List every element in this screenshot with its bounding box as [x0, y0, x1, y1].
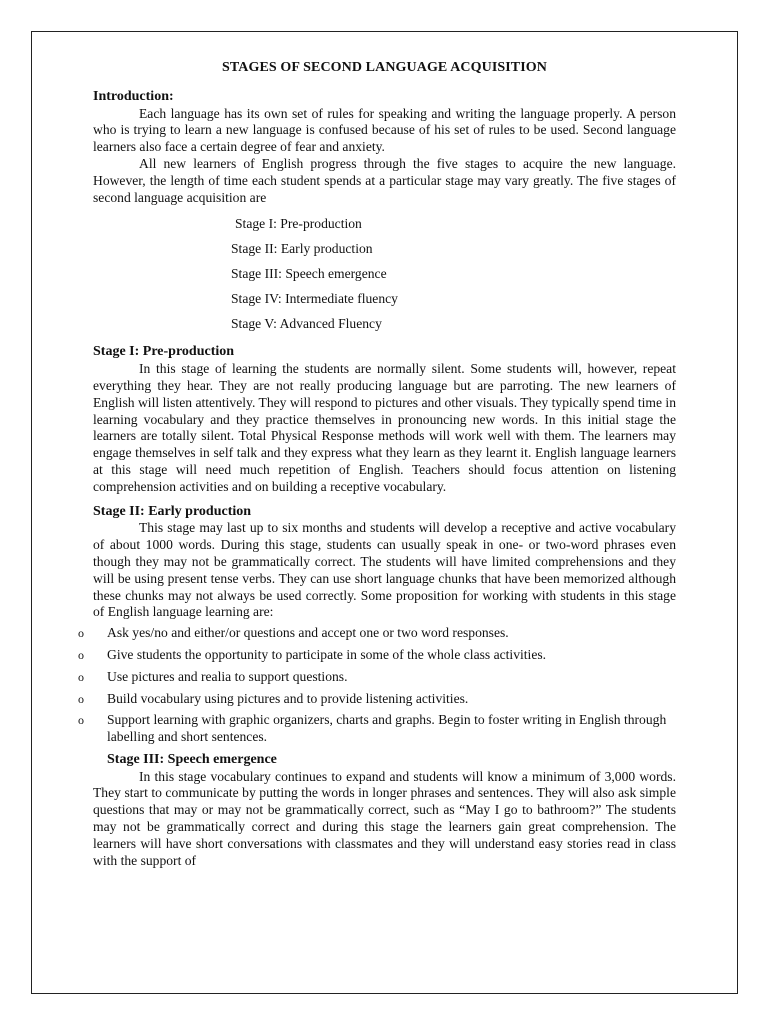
stage-list-item: Stage III: Speech emergence	[231, 265, 387, 281]
stage2-heading: Stage II: Early production	[93, 503, 252, 519]
stage3-section	[93, 752, 676, 870]
bullet-text: Build vocabulary using pictures and to provide listening activities.	[107, 690, 469, 706]
bullet-circle-icon: o	[78, 669, 84, 684]
bullet-text: Ask yes/no and either/or questions and accept one or two word responses.	[107, 625, 509, 641]
list-item	[78, 625, 668, 642]
bullet-circle-icon: o	[78, 713, 84, 728]
stage1-paragraph: In this stage of learning the students are normally silent. Some students will, however, repeat everything they hear. They are not really producing language but are parroting. The new learners of English will listen attentively. They will respond to pictures and other visuals. They typically spend time in learning vocabulary and they practice themselves in pronouncing new words. In this initial stage the learners are totally silent. Total Physical Response methods will work well with them. The learners may engage themselves in self talk and they express what they learn as they learnt it. English language learners at this stage will need much repetition of English. Teachers should focus attention on listening comprehension activities and on building a receptive vocabulary.	[93, 361, 676, 494]
list-item	[78, 690, 668, 708]
stage2-paragraph: This stage may last up to six months and students will develop a receptive and active vocabulary of about 1000 words. During this stage, students can usually speak in one- or two-word phrases even though they may not be grammatically correct. The students will have limited comprehensions and they will be using present tense verbs. They can use short language chunks that have been memorized although these chunks may not always be used correctly. Some proposition for working with students in this stage of English language learning are:	[93, 520, 676, 620]
stage-list-item: Stage II: Early production	[231, 241, 373, 257]
list-item	[78, 668, 668, 686]
intro-heading: Introduction:	[93, 88, 174, 104]
stage1-heading: Stage I: Pre-production	[93, 344, 235, 360]
document-title: STAGES OF SECOND LANGUAGE ACQUISITION	[222, 60, 547, 75]
intro-section	[93, 89, 676, 337]
intro-paragraph-1: Each language has its own set of rules for speaking and writing the language properly. A person who is trying to learn a new language is confused because of his set of rules to be used. Second language learners also face a certain degree of fear and anxiety.	[93, 105, 676, 155]
stage2-section	[78, 503, 676, 746]
bullet-text: Support learning with graphic organizers, charts and graphs. Begin to foster writing in English through labelling and short sentences.	[107, 712, 667, 745]
stage2-bullet-list	[78, 625, 668, 746]
document-body	[78, 60, 676, 869]
bullet-circle-icon: o	[78, 626, 84, 641]
stage3-paragraph: In this stage vocabulary continues to expand and students will know a minimum of 3,000 words. They start to communicate by putting the words in longer phrases and sentences. They will also ask simple questions that may or may not be grammatically correct, such as “May I go to bathroom?” The students may not be grammatically correct and during this stage the learners gain great comprehension. The learners will have short conversations with classmates and they will understand easy stories read in class with the support of	[93, 768, 676, 868]
bullet-text: Use pictures and realia to support questions.	[107, 668, 348, 684]
list-item	[78, 646, 668, 664]
stage-list	[231, 212, 676, 336]
stage3-heading: Stage III: Speech emergence	[107, 751, 277, 767]
stage-list-item: Stage V: Advanced Fluency	[231, 315, 382, 331]
intro-paragraph-2: All new learners of English progress through the five stages to acquire the new language. However, the length of time each student spends at a particular stage may vary greatly. The five stages of second language acquisition are	[93, 155, 676, 205]
bullet-circle-icon: o	[78, 691, 84, 706]
stage-list-item: Stage IV: Intermediate fluency	[231, 290, 398, 306]
bullet-text: Give students the opportunity to participate in some of the whole class activities.	[107, 646, 547, 662]
stage1-section	[93, 344, 676, 495]
stage-list-item: Stage I: Pre-production	[235, 216, 362, 232]
list-item	[78, 712, 668, 746]
bullet-circle-icon: o	[78, 647, 84, 662]
